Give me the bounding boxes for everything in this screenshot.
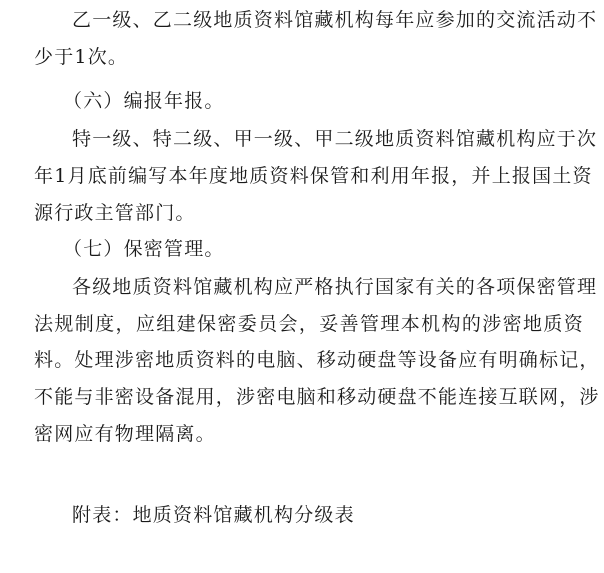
paragraph-1-line-2: 少于1次。 xyxy=(34,46,129,68)
section-6-line-3: 源行政主管部门。 xyxy=(34,202,196,224)
section-7-line-3: 料。处理涉密地质资料的电脑、移动硬盘等设备应有明确标记， xyxy=(34,349,600,371)
section-7-line-4: 不能与非密设备混用，涉密电脑和移动硬盘不能连接互联网，涉 xyxy=(34,386,600,408)
section-6-line-2: 年1月底前编写本年度地质资料保管和利用年报，并上报国土资 xyxy=(34,165,593,187)
section-6-heading: （六）编报年报。 xyxy=(63,90,225,112)
section-7-line-1: 各级地质资料馆藏机构应严格执行国家有关的各项保密管理 xyxy=(72,276,598,298)
section-6-line-1: 特一级、特二级、甲一级、甲二级地质资料馆藏机构应于次 xyxy=(72,128,598,150)
section-7-line-2: 法规制度，应组建保密委员会，妥善管理本机构的涉密地质资 xyxy=(34,313,584,335)
paragraph-1-line-1: 乙一级、乙二级地质资料馆藏机构每年应参加的交流活动不 xyxy=(72,9,598,31)
attachment-note: 附表：地质资料馆藏机构分级表 xyxy=(72,504,355,526)
section-7-line-5: 密网应有物理隔离。 xyxy=(34,423,216,445)
section-7-heading: （七）保密管理。 xyxy=(63,238,225,260)
